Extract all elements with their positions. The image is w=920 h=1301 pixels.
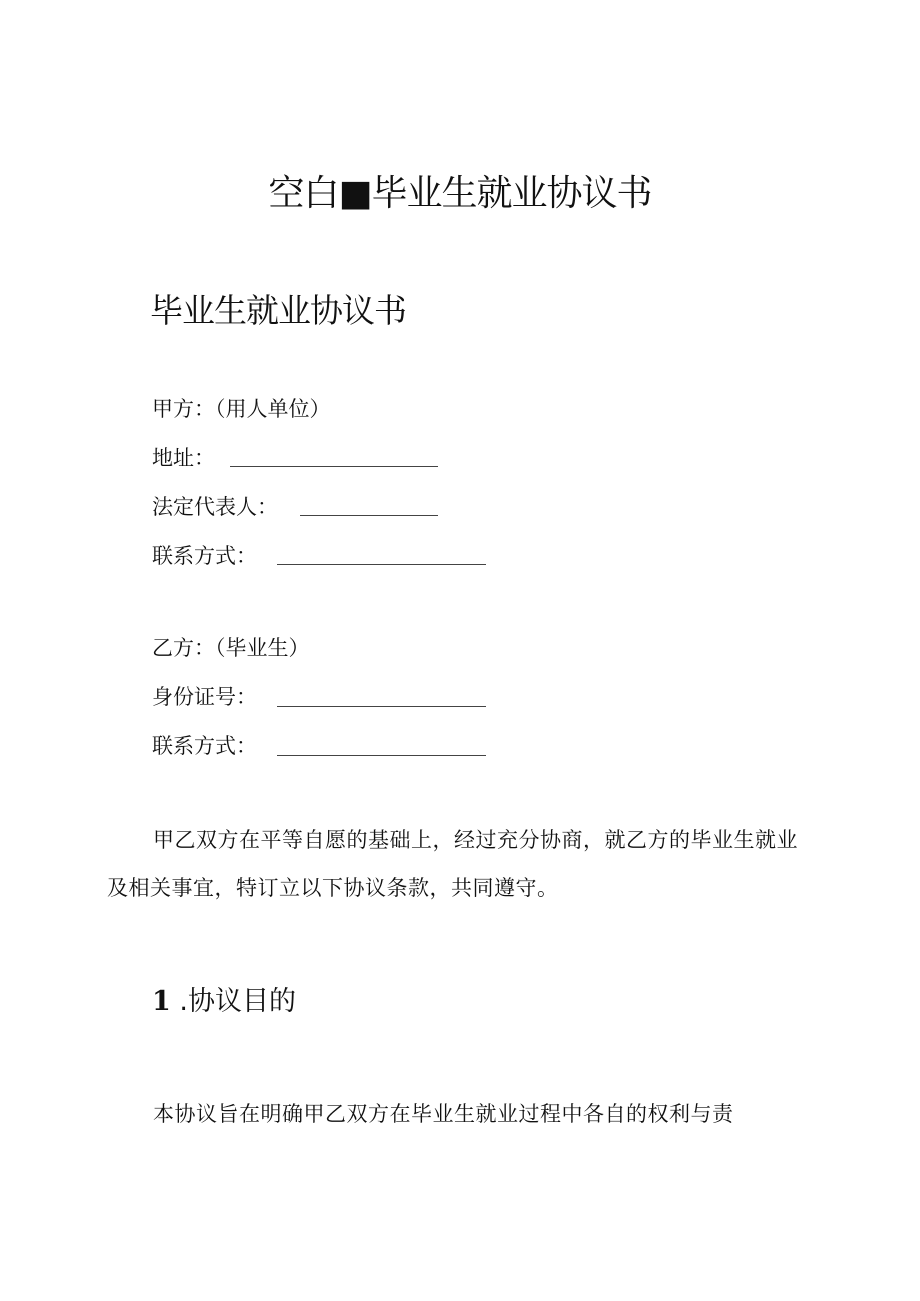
party-a-label: 甲方：（用人单位） (152, 397, 331, 421)
legal-rep-label: 法定代表人： (152, 495, 278, 519)
section-1-body: 本协议旨在明确甲乙双方在毕业生就业过程中各自的权利与责 (153, 1102, 734, 1126)
address-blank-line[interactable] (230, 466, 438, 467)
party-a-heading (152, 394, 331, 424)
party-a-address-row (152, 443, 215, 473)
section-1-number: 1 (152, 986, 171, 1017)
party-a-legal-rep-row (152, 492, 278, 522)
section-1-heading (152, 980, 296, 1024)
party-a-contact-blank-line[interactable] (277, 564, 486, 565)
party-b-id-row (152, 682, 257, 712)
party-b-contact-blank-line[interactable] (277, 755, 486, 756)
party-b-contact-label: 联系方式： (152, 734, 257, 758)
party-a-contact-label: 联系方式： (152, 544, 257, 568)
agreement-heading: 毕业生就业协议书 (150, 291, 406, 330)
id-number-label: 身份证号： (152, 685, 257, 709)
party-b-label: 乙方：（毕业生） (152, 636, 310, 660)
document-title: 空白■毕业生就业协议书 (268, 173, 652, 214)
address-label: 地址： (152, 446, 215, 470)
id-number-blank-line[interactable] (277, 706, 486, 707)
legal-rep-blank-line[interactable] (300, 515, 438, 516)
party-a-contact-row (152, 541, 257, 571)
intro-paragraph: 甲乙双方在平等自愿的基础上，经过充分协商，就乙方的毕业生就业及相关事宜，特订立以下协议条款，共同遵守。 (107, 828, 798, 900)
section-1-title: .协议目的 (179, 986, 296, 1017)
party-b-contact-row (152, 731, 257, 761)
party-b-heading (152, 633, 310, 663)
